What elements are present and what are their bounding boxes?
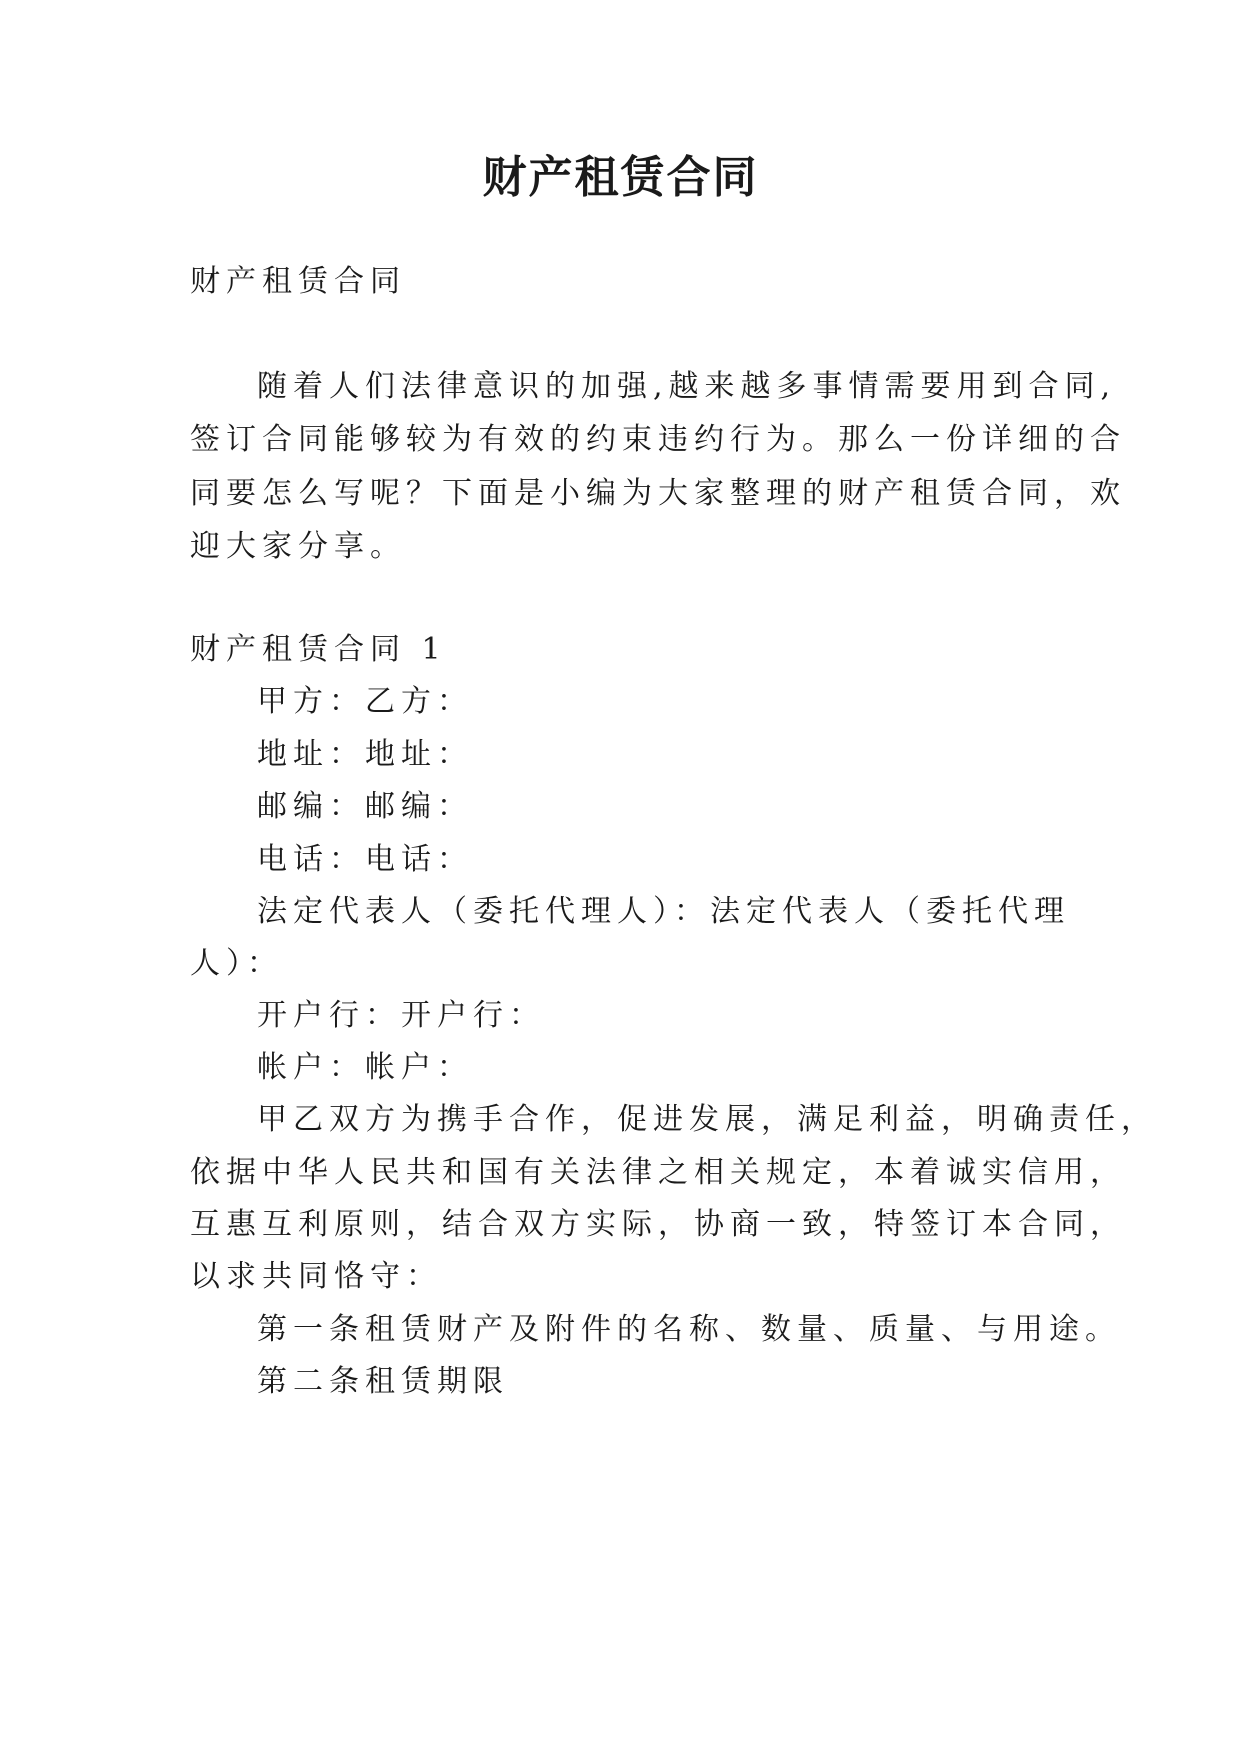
section-heading: 财产租赁合同 1 [190, 632, 447, 667]
intro-line-2: 签订合同能够较为有效的约束违约行为。那么一份详细的合 [190, 422, 1126, 457]
document-subtitle: 财产租赁合同 [190, 264, 406, 299]
party-line-bank: 开户行：开户行： [257, 998, 545, 1033]
party-line-names: 甲方：乙方： [257, 684, 473, 719]
party-line-phone: 电话：电话： [257, 842, 473, 877]
article-line-1: 第一条租赁财产及附件的名称、数量、质量、与用途。 [257, 1312, 1121, 1347]
intro-line-1: 随着人们法律意识的加强,越来越多事情需要用到合同, [257, 369, 1117, 404]
document-title: 财产租赁合同 [482, 152, 759, 203]
party-line-account: 帐户：帐户： [257, 1050, 473, 1085]
intro-line-3: 同要怎么写呢？下面是小编为大家整理的财产租赁合同，欢 [190, 476, 1126, 511]
party-line-postcode: 邮编：邮编： [257, 789, 473, 824]
article-line-2: 第二条租赁期限 [257, 1364, 509, 1399]
party-line-address: 地址：地址： [257, 737, 473, 772]
preamble-line-4: 以求共同恪守： [190, 1259, 442, 1294]
preamble-line-1: 甲乙双方为携手合作，促进发展，满足利益，明确责任， [257, 1102, 1157, 1137]
party-line-representative-cont: 人）： [190, 946, 283, 981]
intro-line-4: 迎大家分享。 [190, 529, 406, 564]
preamble-line-2: 依据中华人民共和国有关法律之相关规定，本着诚实信用， [190, 1155, 1126, 1190]
party-line-representative: 法定代表人（委托代理人）：法定代表人（委托代理 [257, 894, 1070, 929]
preamble-line-3: 互惠互利原则，结合双方实际，协商一致，特签订本合同， [190, 1207, 1126, 1242]
